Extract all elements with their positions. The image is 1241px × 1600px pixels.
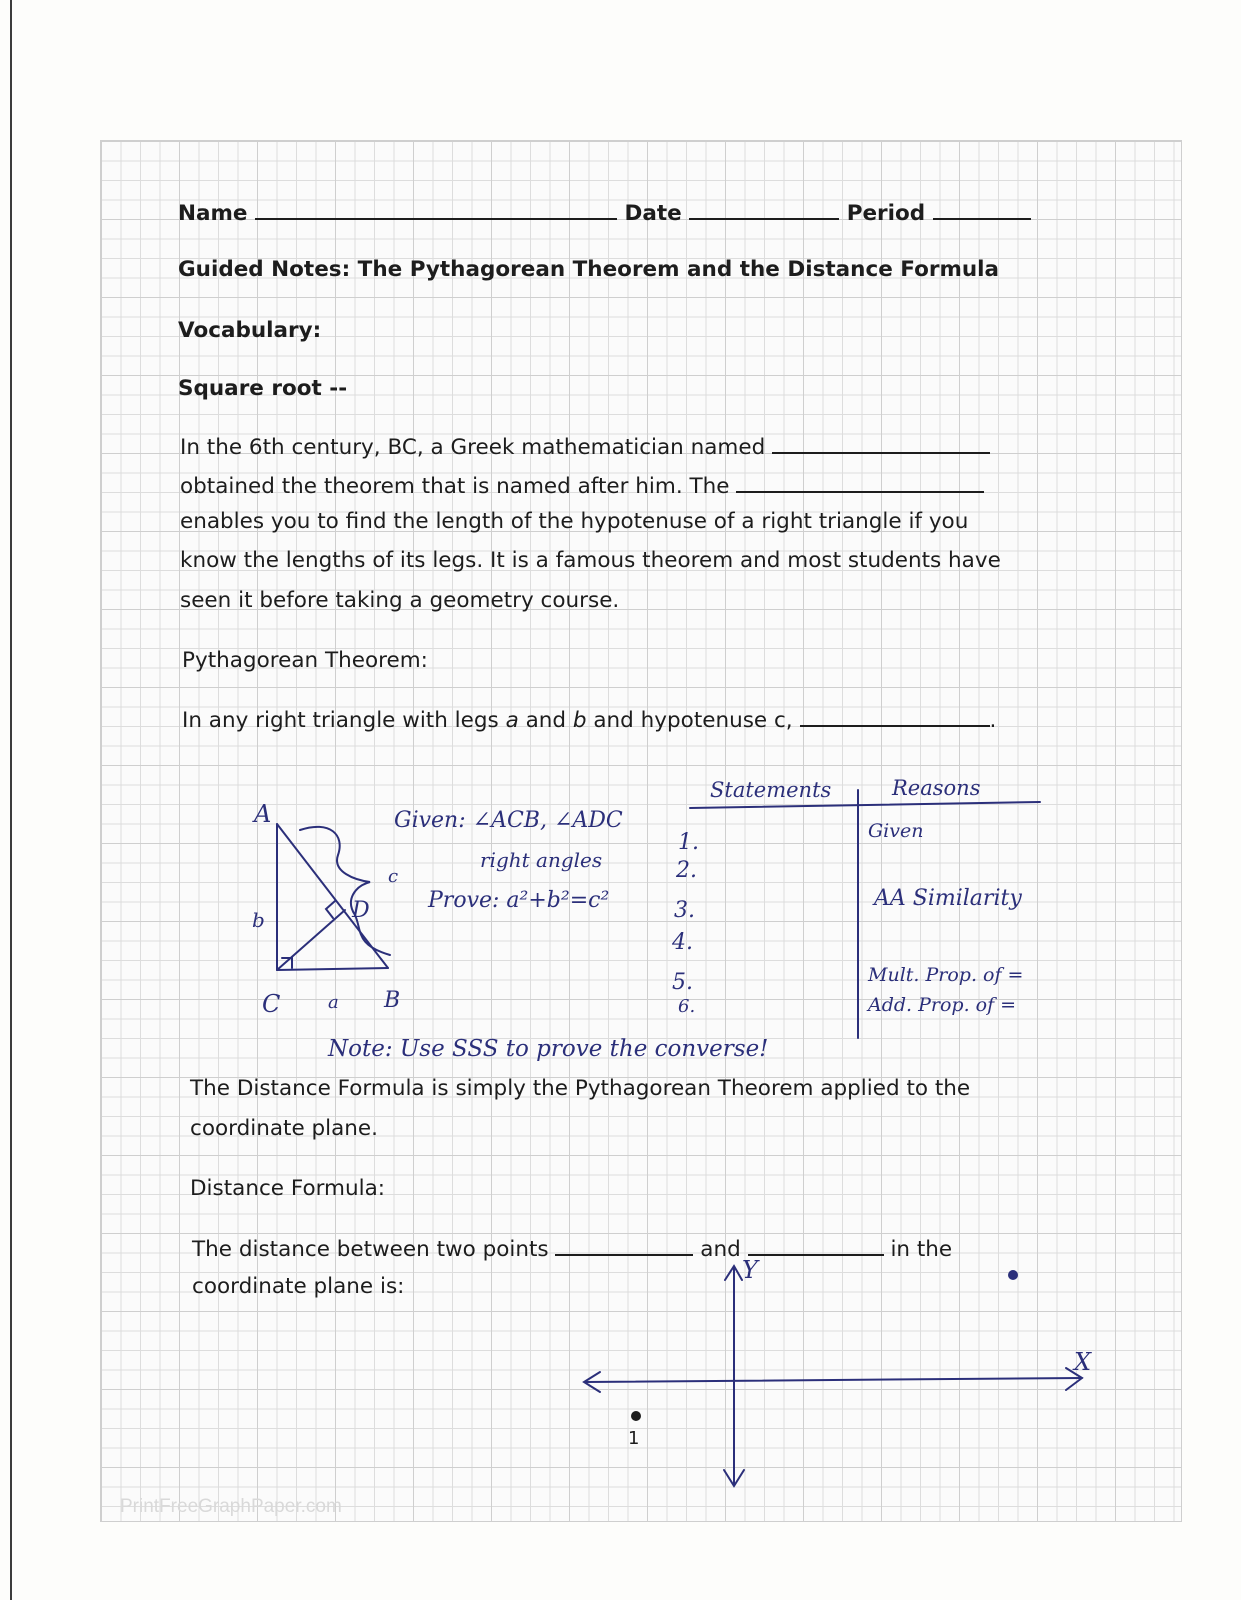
statement-number-2: 2. (676, 858, 697, 883)
point-1-label: 1 (628, 1428, 640, 1449)
name-blank[interactable] (255, 198, 617, 220)
right-triangle-suffix: and hypotenuse c, (586, 708, 793, 733)
square-root-label: Square root -- (178, 376, 348, 401)
date-label: Date (624, 201, 682, 226)
between-and: and (700, 1237, 741, 1262)
reasons-header: Reasons (892, 776, 981, 800)
theorem-blank[interactable] (736, 471, 984, 493)
leg-a: a (505, 708, 519, 733)
statement-number-1: 1. (678, 830, 699, 855)
statement-number-6: 6. (678, 996, 696, 1017)
vertex-d-label: D (352, 898, 370, 923)
intro-line-1 (180, 432, 990, 460)
statement-number-3: 3. (674, 898, 695, 923)
vertex-a-label: A (254, 800, 272, 828)
page-title: Guided Notes: The Pythagorean Theorem and the Distance Formula (178, 257, 1000, 282)
point-1-blank[interactable] (555, 1234, 693, 1256)
vertex-b-label: B (384, 988, 401, 1013)
page-edge (10, 0, 12, 1600)
leg-b: b (572, 708, 587, 733)
right-triangle-end: . (989, 708, 997, 733)
reason-add-prop: Add. Prop. of = (868, 994, 1017, 1016)
vocabulary-heading: Vocabulary: (178, 318, 322, 343)
distance-between-line (192, 1234, 952, 1262)
period-blank[interactable] (933, 198, 1031, 220)
side-b-label: b (252, 908, 265, 932)
right-triangle-middle: and (518, 708, 573, 733)
intro-text-1: In the 6th century, BC, a Greek mathematician named (180, 435, 766, 460)
reason-mult-prop: Mult. Prop. of = (868, 964, 1024, 986)
reason-aa-similarity: AA Similarity (874, 886, 1022, 911)
theorem-statement-blank[interactable] (800, 705, 990, 727)
intro-line-5: seen it before taking a geometry course. (180, 588, 620, 613)
reason-given: Given (868, 820, 924, 842)
statements-header: Statements (710, 778, 832, 802)
pythagorean-label: Pythagorean Theorem: (182, 648, 428, 673)
right-triangle-prefix: In any right triangle with legs (182, 708, 506, 733)
right-triangle-line (182, 705, 996, 733)
side-a-label: a (328, 992, 339, 1013)
between-suffix: in the (890, 1237, 953, 1262)
intro-line-3: enables you to find the length of the hypotenuse of a right triangle if you (180, 509, 969, 534)
period-label: Period (846, 201, 926, 226)
given-line-2: right angles (480, 848, 603, 872)
name-label: Name (178, 201, 248, 226)
coordinate-plane-line: coordinate plane is: (192, 1274, 405, 1299)
side-c-label: c (388, 866, 399, 887)
point-2-blank[interactable] (748, 1234, 884, 1256)
graph-paper-watermark: PrintFreeGraphPaper.com (120, 1496, 342, 1517)
statement-number-4: 4. (672, 930, 693, 955)
date-blank[interactable] (689, 198, 839, 220)
y-axis-label: Y (742, 1256, 758, 1284)
intro-line-4: know the lengths of its legs. It is a famous theorem and most students have (180, 548, 1001, 573)
between-prefix: The distance between two points (192, 1237, 549, 1262)
distance-line-2: coordinate plane. (190, 1116, 378, 1141)
given-line-1: Given: ∠ACB, ∠ADC (394, 808, 623, 833)
vertex-c-label: C (262, 990, 281, 1018)
name-row (178, 198, 1031, 226)
x-axis-label: X (1074, 1348, 1092, 1376)
mathematician-blank[interactable] (772, 432, 990, 454)
prove-line: Prove: a²+b²=c² (428, 888, 610, 913)
intro-text-2: obtained the theorem that is named after him. The (180, 474, 730, 499)
intro-line-2 (180, 471, 984, 499)
graph-paper-grid (100, 140, 1182, 1522)
statement-number-5: 5. (672, 970, 693, 995)
converse-note: Note: Use SSS to prove the converse! (328, 1036, 769, 1062)
distance-line-1: The Distance Formula is simply the Pythagorean Theorem applied to the (190, 1076, 971, 1101)
distance-formula-label: Distance Formula: (190, 1176, 386, 1201)
